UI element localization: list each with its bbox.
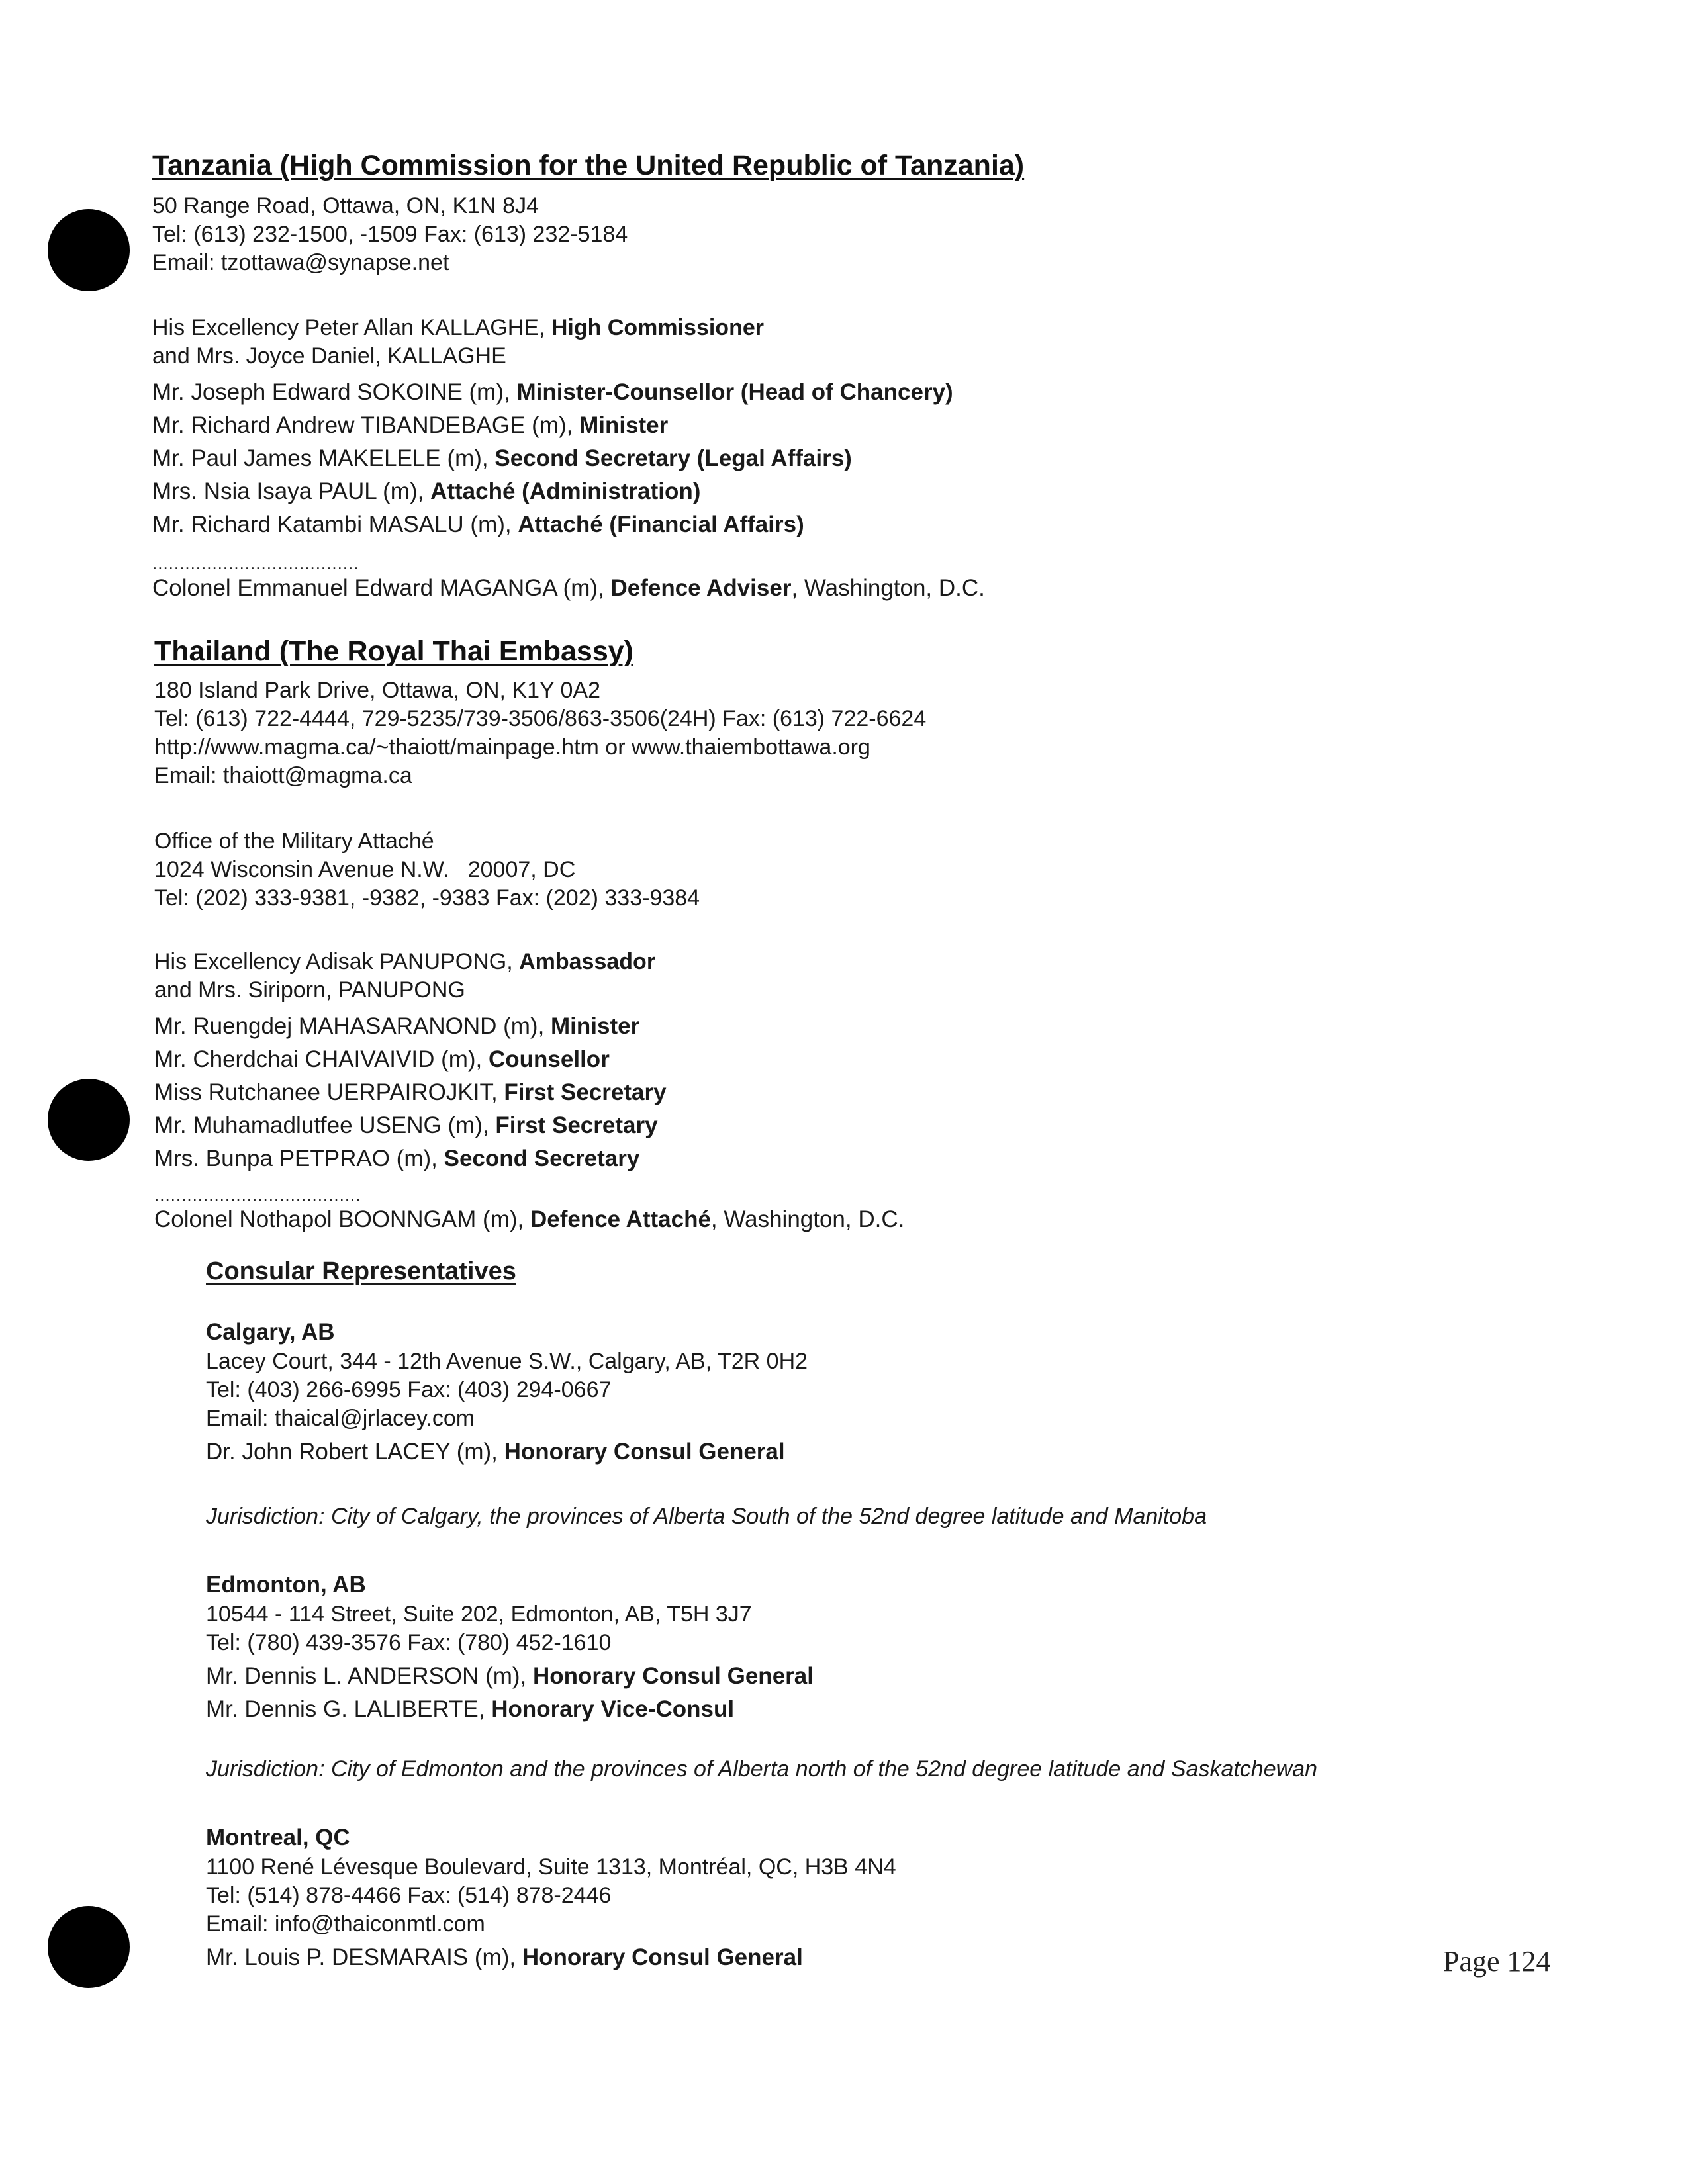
punch-hole-middle [48,1079,130,1161]
separator-dots: ...................................... [154,1185,361,1205]
personnel-line [154,1010,667,1043]
edmonton-jurisdiction: Jurisdiction: City of Edmonton and the provinces of Alberta north of the 52nd degree latitude and Saskatchewan [206,1756,1317,1782]
personnel-line [152,314,953,342]
person-name: Mr. Dennis L. ANDERSON (m), [206,1663,533,1689]
person-title: High Commissioner [551,315,764,340]
tanzania-email: Email: tzottawa@synapse.net [152,250,449,275]
person-name: Dr. John Robert LACEY (m), [206,1439,504,1465]
consular-heading: Consular Representatives [206,1257,516,1285]
punch-hole-bottom [48,1906,130,1988]
person-title: Honorary Consul General [532,1663,814,1689]
person-title: Counsellor [489,1046,610,1072]
person-title: Minister-Counsellor (Head of Chancery) [516,379,953,405]
person-title: Attaché (Financial Affairs) [518,512,804,537]
personnel-line [154,976,667,1005]
personnel-line [152,442,953,475]
person-title: Defence Adviser [610,575,792,601]
thailand-email: Email: thaiott@magma.ca [154,763,412,788]
thailand-address: 180 Island Park Drive, Ottawa, ON, K1Y 0A2 [154,678,601,703]
thailand-personnel [154,948,667,1175]
punch-hole-top [48,209,130,291]
edmonton-section [206,1570,814,1726]
montreal-consul [206,1941,896,1974]
tanzania-heading: Tanzania (High Commission for the United Republic of Tanzania) [152,150,1025,181]
person-name: His Excellency Peter Allan KALLAGHE, [152,315,551,340]
calgary-city: Calgary, AB [206,1319,335,1345]
tanzania-tel: Tel: (613) 232-1500, -1509 Fax: (613) 232-5184 [152,222,628,247]
military-office-tel: Tel: (202) 333-9381, -9382, -9383 Fax: (202) 333-9384 [154,886,700,911]
montreal-city: Montreal, QC [206,1825,350,1850]
thailand-defence [154,1203,904,1236]
person-name: Mr. Cherdchai CHAIVAIVID (m), [154,1046,489,1072]
person-title: First Secretary [504,1079,667,1105]
person-location: , Washington, D.C. [791,575,985,601]
montreal-address: 1100 René Lévesque Boulevard, Suite 1313, Montréal, QC, H3B 4N4 [206,1854,896,1880]
person-name: and Mrs. Siriporn, PANUPONG [154,978,465,1003]
personnel-line [152,508,953,541]
tanzania-defence [152,572,985,605]
person-name: Mr. Joseph Edward SOKOINE (m), [152,379,517,405]
tanzania-contact [152,192,628,277]
person-title: Honorary Vice-Consul [491,1696,735,1722]
person-title: Honorary Consul General [522,1944,803,1970]
person-name: Mrs. Nsia Isaya PAUL (m), [152,478,431,504]
montreal-email: Email: info@thaiconmtl.com [206,1911,485,1936]
calgary-email: Email: thaical@jrlacey.com [206,1406,475,1431]
personnel-line [154,1142,667,1175]
personnel-line [152,376,953,409]
personnel-line [154,1076,667,1109]
edmonton-city: Edmonton, AB [206,1572,366,1598]
person-name: Mr. Louis P. DESMARAIS (m), [206,1944,522,1970]
person-name: Mr. Richard Katambi MASALU (m), [152,512,518,537]
person-title: Honorary Consul General [504,1439,785,1465]
personnel-line [152,475,953,508]
person-name: Mr. Richard Andrew TIBANDEBAGE (m), [152,412,580,438]
tanzania-personnel [152,314,953,541]
person-title: Ambassador [519,949,656,974]
calgary-consul [206,1435,808,1469]
montreal-tel: Tel: (514) 878-4466 Fax: (514) 878-2446 [206,1883,612,1908]
personnel-line [152,409,953,442]
person-location: , Washington, D.C. [710,1206,905,1232]
person-name: Miss Rutchanee UERPAIROJKIT, [154,1079,504,1105]
military-office-title: Office of the Military Attaché [154,829,434,854]
montreal-section [206,1823,896,1974]
person-name: and Mrs. Joyce Daniel, KALLAGHE [152,343,506,369]
military-office-address: 1024 Wisconsin Avenue N.W. 20007, DC [154,857,576,882]
edmonton-vice-consul [206,1693,814,1726]
thailand-website: http://www.magma.ca/~thaiott/mainpage.htm or www.thaiembottawa.org [154,735,870,760]
page-number: Page 124 [1443,1945,1551,1978]
person-title: Attaché (Administration) [430,478,701,504]
military-attache-office [154,827,700,913]
person-title: Second Secretary (Legal Affairs) [494,445,852,471]
person-name: Mr. Paul James MAKELELE (m), [152,445,495,471]
calgary-jurisdiction: Jurisdiction: City of Calgary, the provinces of Alberta South of the 52nd degree latitude and Manitoba [206,1504,1207,1529]
person-name: Mr. Ruengdej MAHASARANOND (m), [154,1013,551,1039]
person-name: Mrs. Bunpa PETPRAO (m), [154,1146,444,1171]
personnel-line [154,1109,667,1142]
person-name: His Excellency Adisak PANUPONG, [154,949,520,974]
edmonton-tel: Tel: (780) 439-3576 Fax: (780) 452-1610 [206,1630,612,1655]
separator-dots: ...................................... [152,553,359,573]
person-name: Mr. Dennis G. LALIBERTE, [206,1696,492,1722]
person-name: Colonel Emmanuel Edward MAGANGA (m), [152,575,611,601]
personnel-line [154,1043,667,1076]
person-title: Defence Attaché [530,1206,711,1232]
person-title: Second Secretary [444,1146,640,1171]
person-name: Colonel Nothapol BOONNGAM (m), [154,1206,530,1232]
calgary-section [206,1317,808,1469]
thailand-tel: Tel: (613) 722-4444, 729-5235/739-3506/863-3506(24H) Fax: (613) 722-6624 [154,706,927,731]
edmonton-consul [206,1660,814,1693]
personnel-line [154,948,667,976]
tanzania-address: 50 Range Road, Ottawa, ON, K1N 8J4 [152,193,539,218]
personnel-line [152,342,953,371]
calgary-tel: Tel: (403) 266-6995 Fax: (403) 294-0667 [206,1377,612,1402]
person-name: Mr. Muhamadlutfee USENG (m), [154,1113,496,1138]
thailand-heading: Thailand (The Royal Thai Embassy) [154,635,633,667]
person-title: Minister [579,412,669,438]
calgary-address: Lacey Court, 344 - 12th Avenue S.W., Calgary, AB, T2R 0H2 [206,1349,808,1374]
edmonton-address: 10544 - 114 Street, Suite 202, Edmonton, AB, T5H 3J7 [206,1602,752,1627]
person-title: Minister [551,1013,640,1039]
person-title: First Secretary [495,1113,658,1138]
thailand-contact [154,676,926,790]
